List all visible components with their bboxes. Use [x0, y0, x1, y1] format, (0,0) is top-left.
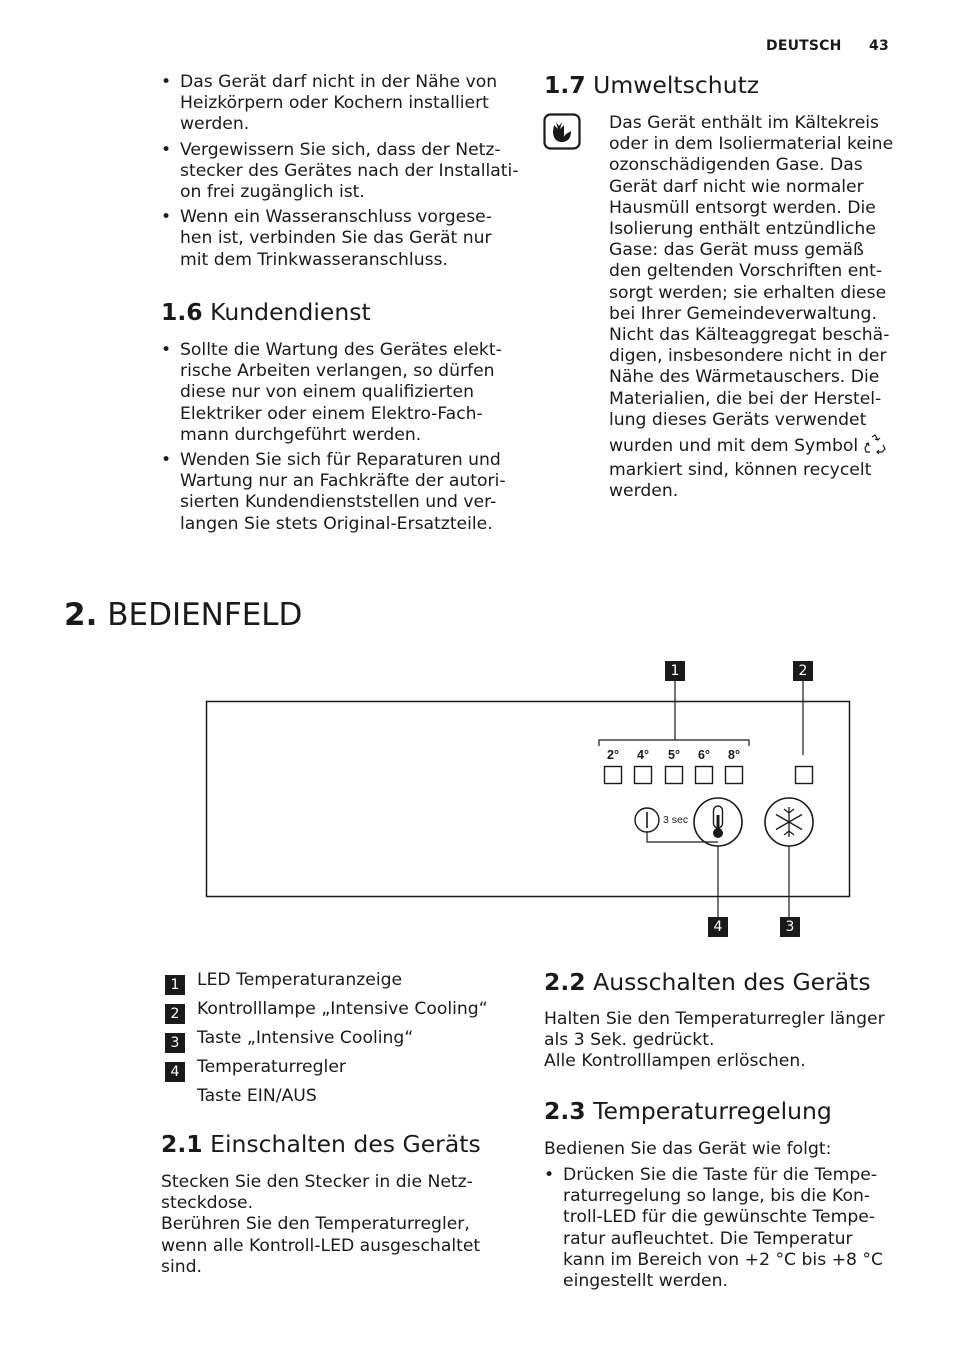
text-line: Das Gerät enthält im Kältekreis — [609, 113, 880, 133]
legend-text: LED Temperaturanzeige — [197, 970, 403, 990]
text-line: Nicht das Kälteaggregat beschä- — [609, 325, 890, 346]
power-icon — [635, 808, 659, 832]
text-line: • Wenden Sie sich für Reparaturen und — [180, 450, 501, 471]
section-title: Umweltschutz — [593, 71, 760, 99]
temperaturregelung-intro: Bedienen Sie das Gerät wie folgt: — [544, 1139, 832, 1159]
text-line: Berühren Sie den Temperaturregler, — [161, 1214, 470, 1235]
text-line: den geltenden Vorschriften ent- — [609, 261, 883, 282]
legend-number: 2 — [165, 1004, 185, 1024]
text-line: bei Ihrer Gemeindeverwaltung. — [609, 303, 877, 324]
text-line: mann durchgeführt werden. — [180, 424, 422, 445]
text-line: Stecken Sie den Stecker in die Netz- — [161, 1172, 473, 1192]
section-number: 1.7 — [544, 71, 586, 99]
bullet-item — [161, 72, 521, 136]
section-number: 2.2 — [544, 968, 586, 996]
section-2-2-heading — [544, 968, 871, 996]
chapter-2-heading — [64, 597, 302, 633]
text-line: eingestellt werden. — [563, 1271, 728, 1292]
snowflake-icon — [765, 798, 813, 846]
control-panel-diagram — [200, 655, 860, 945]
text-line: kann im Bereich von +2 °C bis +8 °C — [563, 1249, 884, 1270]
temp-label-6: 6° — [698, 748, 710, 762]
recycle-icon — [864, 434, 886, 460]
text-line: sierten Kundendienststellen und ver- — [180, 492, 497, 513]
section-number: 2.1 — [161, 1130, 203, 1158]
text-line: Alle Kontrolllampen erlöschen. — [544, 1051, 806, 1072]
section-number: 2.3 — [544, 1097, 586, 1125]
text-line: sorgt werden; sie erhalten diese — [609, 282, 887, 303]
text-line: Gase: das Gerät muss gemäß — [609, 240, 864, 261]
section-title: Temperaturregelung — [593, 1097, 832, 1125]
text-line: digen, insbesondere nicht in der — [609, 346, 887, 367]
text-line: als 3 Sek. gedrückt. — [544, 1030, 715, 1051]
text-line: • Wenn ein Wasseranschluss vorgese- — [180, 207, 492, 228]
text-line: ozonschädigenden Gase. Das — [609, 155, 863, 176]
text-line: Materialien, die bei der Herstel- — [609, 388, 882, 409]
section-title: Kundendienst — [210, 298, 371, 326]
callout-1: 1 — [665, 661, 685, 681]
hold-3sec-label: 3 sec — [663, 814, 689, 826]
bullet-item — [161, 340, 521, 446]
led-4c — [635, 767, 652, 784]
text-line: lung dieses Geräts verwendet — [609, 409, 867, 430]
diagram-legend — [165, 970, 525, 1114]
text-line: Heizkörpern oder Kochern installiert — [180, 93, 489, 114]
bullet-item — [161, 207, 521, 271]
callout-3: 3 — [780, 917, 800, 937]
text-line: hen ist, verbinden Sie das Gerät nur — [180, 228, 492, 249]
section-title: Ausschalten des Geräts — [593, 968, 871, 996]
section-1-7-heading — [544, 71, 759, 99]
text-line: Halten Sie den Temperaturregler länger — [544, 1009, 885, 1029]
temp-label-5: 5° — [668, 748, 680, 762]
led-8c — [726, 767, 743, 784]
text-line: Wartung nur an Fachkräfte der autori- — [180, 471, 506, 492]
text-line: • Das Gerät darf nicht in der Nähe von — [180, 72, 498, 92]
text-line: markiert sind, können recycelt — [609, 460, 872, 481]
chapter-title: BEDIENFELD — [107, 597, 303, 633]
kundendienst-bullet-list — [161, 340, 521, 539]
text-line: werden. — [180, 114, 250, 135]
legend-number: 1 — [165, 975, 185, 995]
legend-text: Taste „Intensive Cooling“ — [197, 1028, 414, 1048]
text-line: troll-LED für die gewünschte Tempe- — [563, 1207, 876, 1228]
thermometer-icon — [694, 798, 742, 846]
text-line: • Sollte die Wartung des Gerätes elekt- — [180, 340, 502, 360]
bullet-item — [161, 140, 521, 204]
led-2c — [605, 767, 622, 784]
text-line-with-icon — [609, 434, 909, 460]
text-line: Nähe des Wärmetauschers. Die — [609, 367, 880, 388]
callout-2: 2 — [793, 661, 813, 681]
intro-bullet-list — [161, 72, 521, 275]
led-intensive-cooling — [796, 767, 813, 784]
einschalten-text — [161, 1172, 521, 1278]
temp-label-4: 4° — [637, 748, 649, 762]
text-line: werden. — [609, 481, 679, 502]
text-line: rische Arbeiten verlangen, so dürfen — [180, 361, 495, 382]
text-line: • Drücken Sie die Taste für die Tempe- — [563, 1165, 878, 1185]
text-line: on frei zugänglich ist. — [180, 182, 365, 203]
text-line: Hausmüll entsorgt werden. Die — [609, 197, 876, 218]
page-number: 43 — [869, 38, 889, 54]
chapter-number: 2. — [64, 597, 98, 633]
environment-icon — [543, 113, 581, 150]
text-line: stecker des Gerätes nach der Installati- — [180, 160, 519, 181]
text-line: • Vergewissern Sie sich, dass der Netz- — [180, 139, 501, 160]
callout-4: 4 — [708, 917, 728, 937]
legend-text: Temperaturregler — [197, 1057, 346, 1077]
section-2-3-heading — [544, 1097, 832, 1125]
temp-label-2: 2° — [607, 748, 619, 762]
bullet-item — [161, 450, 521, 535]
ausschalten-text — [544, 1009, 924, 1073]
text-line: Gerät darf nicht wie normaler — [609, 176, 864, 197]
legend-number: 3 — [165, 1033, 185, 1053]
text-line: Elektriker oder einem Elektro-Fach- — [180, 403, 483, 424]
text-line: oder in dem Isoliermaterial keine — [609, 134, 894, 155]
text-line: langen Sie stets Original-Ersatzteile. — [180, 513, 493, 534]
section-1-6-heading — [161, 298, 371, 326]
text-line: wurden und mit dem Symbol — [609, 436, 859, 457]
section-title: Einschalten des Geräts — [210, 1130, 481, 1158]
text-line: ratur aufleuchtet. Die Temperatur — [563, 1228, 853, 1249]
led-5c — [666, 767, 683, 784]
text-line: Isolierung enthält entzündliche — [609, 219, 876, 240]
text-line: steckdose. — [161, 1193, 254, 1214]
legend-text: Kontrolllampe „Intensive Cooling“ — [197, 999, 488, 1019]
text-line: sind. — [161, 1256, 202, 1277]
bullet-item — [544, 1165, 924, 1292]
legend-text: Taste EIN/AUS — [197, 1086, 317, 1106]
text-line: mit dem Trinkwasseranschluss. — [180, 249, 448, 270]
header-language: DEUTSCH — [766, 38, 842, 54]
temp-label-8: 8° — [728, 748, 740, 762]
text-line: raturregelung so lange, bis die Kon- — [563, 1186, 871, 1207]
text-line: diese nur von einem qualifizierten — [180, 382, 474, 403]
section-number: 1.6 — [161, 298, 203, 326]
umweltschutz-text — [609, 113, 909, 503]
panel-outline — [207, 702, 850, 897]
led-6c — [696, 767, 713, 784]
section-2-1-heading — [161, 1130, 481, 1158]
text-line: wenn alle Kontroll-LED ausgeschaltet — [161, 1235, 481, 1256]
temperaturregelung-bullet-list — [544, 1165, 924, 1296]
legend-number: 4 — [165, 1062, 185, 1082]
